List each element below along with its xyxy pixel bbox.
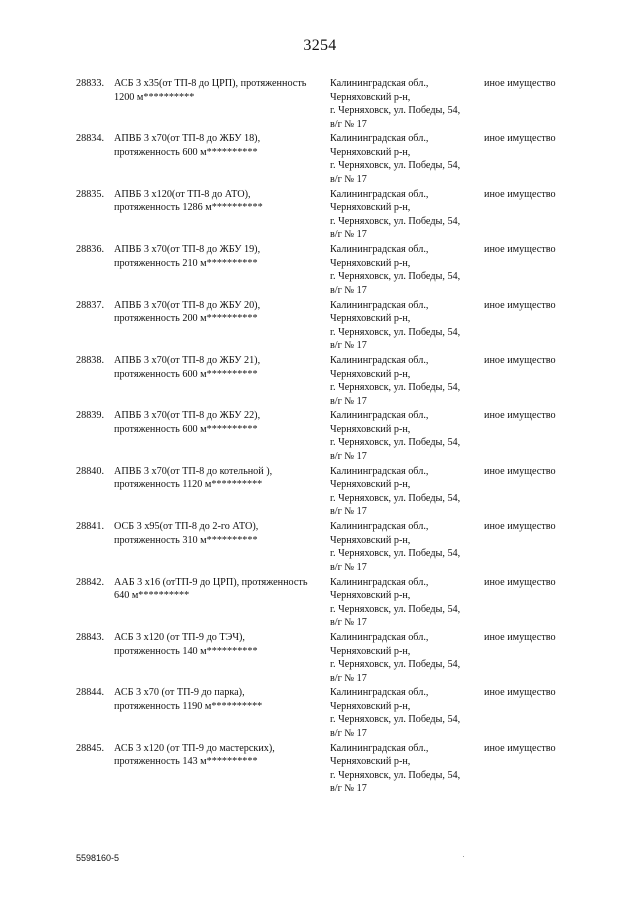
address-line: в/г № 17 [330,395,367,407]
entry-address [330,520,480,574]
entry-address [330,465,480,519]
address-line: в/г № 17 [330,229,367,241]
address-line: Калининградская обл., [330,78,429,89]
entry-number: 28844. [76,687,105,699]
property-type: иное имущество [484,78,556,89]
address-line: Калининградская обл., [330,410,429,422]
entry-number: 28836. [76,244,105,256]
property-type: иное имущество [484,410,556,422]
property-type: иное имущество [484,742,556,754]
description-line: АСБ 3 х120 (от ТП-9 до мастерских), [114,742,275,754]
description-line: протяженность 143 м********** [114,756,258,768]
entry-address [330,299,480,353]
entry-number: 28845. [76,742,105,754]
address-line: Черняховский р-н, [330,423,411,435]
address-line: Черняховский р-н, [330,590,411,602]
address-line: в/г № 17 [330,118,367,130]
property-type: иное имущество [484,133,556,145]
property-type: иное имущество [484,576,556,588]
address-line: г. Черняховск, ул. Победы, 54, [330,160,461,172]
description-line: протяженность 210 м********** [114,257,258,269]
address-line: Черняховский р-н, [330,479,411,491]
description-line: протяженность 600 м********** [114,368,258,380]
entry-description [114,742,324,769]
property-type: иное имущество [484,632,556,643]
entry-address [330,686,480,740]
entry-description [114,354,324,381]
address-line: Калининградская обл., [330,632,429,643]
description-line: АПВБ 3 х70(от ТП-8 до ЖБУ 21), [114,355,261,366]
description-line: протяженность 200 м********** [114,313,258,325]
description-line: АПВБ 3 х70(от ТП-8 до ЖБУ 20), [114,299,261,311]
property-type: иное имущество [484,465,556,477]
property-type: иное имущество [484,188,556,200]
description-line: протяженность 1190 м********** [114,700,263,712]
address-line: Калининградская обл., [330,742,429,754]
address-line: в/г № 17 [330,284,367,296]
address-line: Черняховский р-н, [330,146,411,158]
address-line: г. Черняховск, ул. Победы, 54, [330,548,461,560]
entry-number: 28837. [76,299,105,311]
entry-description [114,409,324,436]
entry-address [330,576,480,630]
address-line: в/г № 17 [330,617,367,629]
description-line: АПВБ 3 х70(от ТП-8 до ЖБУ 18), [114,133,261,145]
entry-description [114,520,324,547]
address-line: г. Черняховск, ул. Победы, 54, [330,492,461,504]
address-line: Черняховский р-н, [330,91,411,103]
address-line: г. Черняховск, ул. Победы, 54, [330,769,461,781]
page-number: 3254 [303,37,337,54]
entry-number: 28840. [76,465,105,477]
description-line: АПВБ 3 х70(от ТП-8 до ЖБУ 19), [114,244,261,256]
property-type: иное имущество [484,521,556,533]
address-line: г. Черняховск, ул. Победы, 54, [330,437,461,449]
entry-number: 28841. [76,521,105,533]
description-line: АПВБ 3 х70(от ТП-8 до котельной ), [114,465,273,477]
address-line: в/г № 17 [330,561,367,573]
address-line: Калининградская обл., [330,465,429,477]
description-line: протяженность 600 м********** [114,423,258,435]
entry-description [114,243,324,270]
property-type: иное имущество [484,355,556,366]
address-line: Черняховский р-н, [330,202,411,214]
entry-description [114,77,324,104]
description-line: ОСБ 3 х95(от ТП-8 до 2-го АТО), [114,521,259,533]
address-line: в/г № 17 [330,340,367,352]
address-line: в/г № 17 [330,173,367,185]
description-line: протяженность 600 м********** [114,146,258,158]
property-type: иное имущество [484,299,556,311]
entry-address [330,631,480,685]
address-line: в/г № 17 [330,727,367,739]
address-line: Калининградская обл., [330,576,429,588]
entry-number: 28834. [76,133,105,145]
address-line: Черняховский р-н, [330,257,411,269]
address-line: г. Черняховск, ул. Победы, 54, [330,271,461,283]
description-line: АСБ 3 х120 (от ТП-9 до ТЭЧ), [114,632,245,643]
description-line: АСБ 3 х70 (от ТП-9 до парка), [114,687,245,699]
entry-address [330,132,480,186]
address-line: в/г № 17 [330,672,367,684]
entry-description [114,188,324,215]
description-line: 640 м********** [114,590,190,602]
entry-number: 28839. [76,410,105,422]
document-code: 5598160-5 [76,853,120,863]
description-line: протяженность 1286 м********** [114,202,263,214]
address-line: г. Черняховск, ул. Победы, 54, [330,326,461,338]
address-line: в/г № 17 [330,506,367,518]
address-line: г. Черняховск, ул. Победы, 54, [330,105,461,116]
entry-address [330,409,480,463]
entry-address [330,742,480,796]
entry-address [330,354,480,408]
entry-description [114,132,324,159]
description-line: 1200 м********** [114,91,195,103]
entry-description [114,465,324,492]
entry-address [330,243,480,297]
address-line: Калининградская обл., [330,244,429,256]
entry-description [114,576,324,603]
description-line: ААБ 3 х16 (отТП-9 до ЦРП), протяженность [114,576,308,588]
entry-number: 28838. [76,355,105,366]
address-line: Калининградская обл., [330,521,429,533]
address-line: Калининградская обл., [330,355,429,366]
address-line: Черняховский р-н, [330,700,411,712]
address-line: Калининградская обл., [330,133,429,145]
address-line: Черняховский р-н, [330,534,411,546]
address-line: г. Черняховск, ул. Победы, 54, [330,382,461,393]
entry-number: 28833. [76,78,105,89]
description-line: АПВБ 3 х70(от ТП-8 до ЖБУ 22), [114,410,261,422]
address-line: Черняховский р-н, [330,756,411,768]
entry-address [330,188,480,242]
address-line: Калининградская обл., [330,188,429,200]
description-line: АПВБ 3 х120(от ТП-8 до АТО), [114,188,251,200]
entry-number: 28835. [76,188,105,200]
entry-address [330,77,480,131]
address-line: Черняховский р-н, [330,368,411,380]
entry-description [114,299,324,326]
entry-description [114,631,324,658]
scan-speck [463,856,464,857]
address-line: в/г № 17 [330,450,367,462]
property-type: иное имущество [484,687,556,699]
property-type: иное имущество [484,244,556,256]
address-line: Калининградская обл., [330,299,429,311]
entry-description [114,686,324,713]
address-line: Черняховский р-н, [330,313,411,325]
address-line: г. Черняховск, ул. Победы, 54, [330,603,461,615]
address-line: в/г № 17 [330,783,367,795]
address-line: Черняховский р-н, [330,645,411,657]
address-line: Калининградская обл., [330,687,429,699]
address-line: г. Черняховск, ул. Победы, 54, [330,714,461,726]
description-line: протяженность 1120 м********** [114,479,263,491]
address-line: г. Черняховск, ул. Победы, 54, [330,215,461,227]
description-line: протяженность 310 м********** [114,534,258,546]
address-line: г. Черняховск, ул. Победы, 54, [330,659,461,670]
entry-number: 28843. [76,632,105,643]
description-line: АСБ 3 х35(от ТП-8 до ЦРП), протяженность [114,78,307,89]
entry-number: 28842. [76,576,105,588]
description-line: протяженность 140 м********** [114,645,258,657]
